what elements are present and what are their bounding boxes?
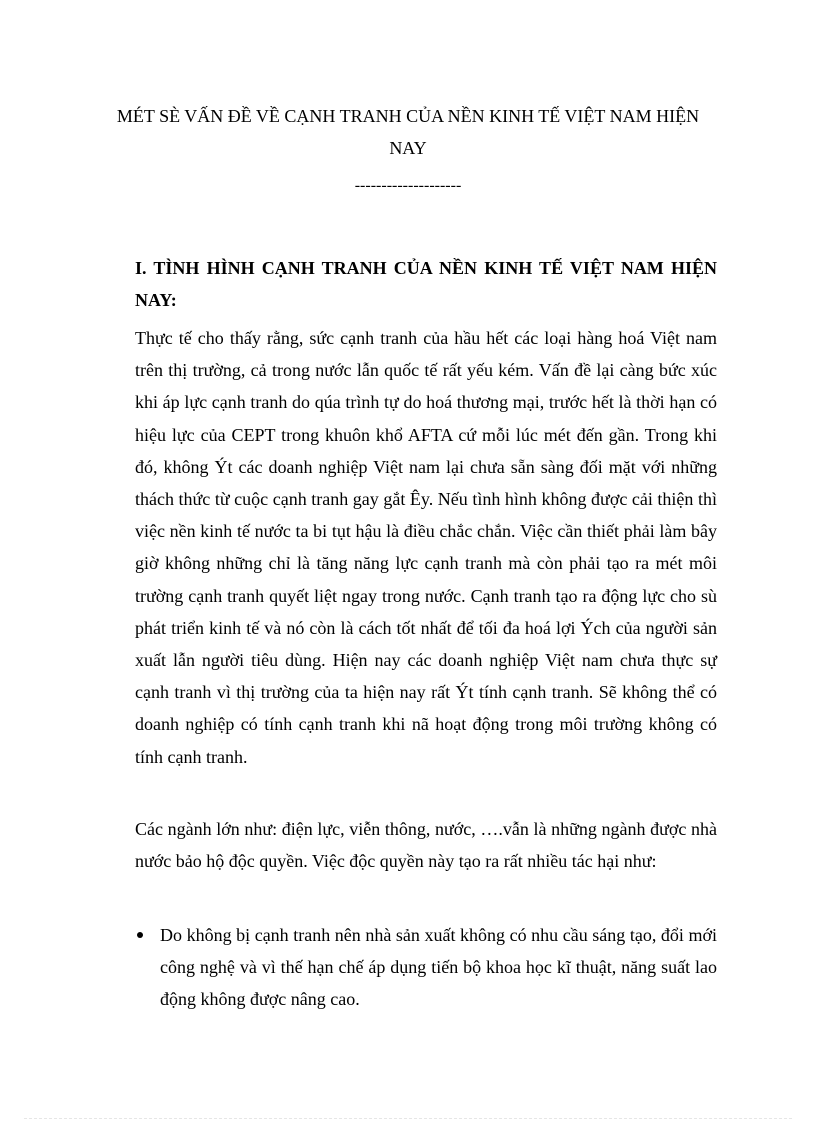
list-item-text: Do không bị cạnh tranh nên nhà sản xuất không có nhu cầu sáng tạo, đổi mới công nghệ và vì thế hạn chế áp dụng tiến bộ khoa học kĩ thuật, năng suất lao động không được nâng cao. [160,925,717,1010]
title-separator: -------------------- [354,177,462,194]
list-item [135,919,717,1016]
page-bottom-border [24,1118,792,1119]
harm-list [135,919,717,1016]
bullet-icon [137,932,143,938]
document-title: MÉT SÈ VẤN ĐỀ VỀ CẠNH TRANH CỦA NỀN KINH TẾ VIỆT NAM HIỆN NAY [116,106,700,158]
section-heading: I. TÌNH HÌNH CẠNH TRANH CỦA NỀN KINH TẾ VIỆT NAM HIỆN NAY: [135,258,717,310]
paragraph-monopoly-sectors: Các ngành lớn như: điện lực, viễn thông, nước, ….vẫn là những ngành được nhà nước bảo hộ độc quyền. Việc độc quyền này tạo ra rất nhiều tác hại như: [135,819,717,872]
paragraph-competition-overview: Thực tế cho thấy rằng, sức cạnh tranh của hầu hết các loại hàng hoá Việt nam trên thị trường, cả trong nước lẫn quốc tế rất yếu kém. Vấn đề lại càng bức xúc khi áp lực cạnh tranh do qúa trình tự do hoá thương mại, trước hết là thời hạn có hiệu lực của CEPT trong khuôn khổ AFTA cứ mỗi lúc mét đến gần. Trong khi đó, không Ýt các doanh nghiệp Việt nam lại chưa sẵn sàng đối mặt với những thách thức từ cuộc cạnh tranh gay gắt Êy. Nếu tình hình không được cải thiện thì việc nền kinh tế nước ta bi tụt hậu là điều chắc chắn. Việc cần thiết phải làm bây giờ không những chỉ là tăng năng lực cạnh tranh mà còn phải tạo ra mét môi trường cạnh tranh quyết liệt ngay trong nước. Cạnh tranh tạo ra động lực cho sù phát triển kinh tế và nó còn là cách tốt nhất để tối đa hoá lợi Ých của người sản xuất lẫn người tiêu dùng. Hiện nay các doanh nghiệp Việt nam chưa thực sự cạnh tranh vì thị trường của ta hiện nay rất Ýt tính cạnh tranh. Sẽ không thể có doanh nghiệp có tính cạnh tranh khi nã hoạt động trong môi trường không có tính cạnh tranh. [135,328,717,767]
